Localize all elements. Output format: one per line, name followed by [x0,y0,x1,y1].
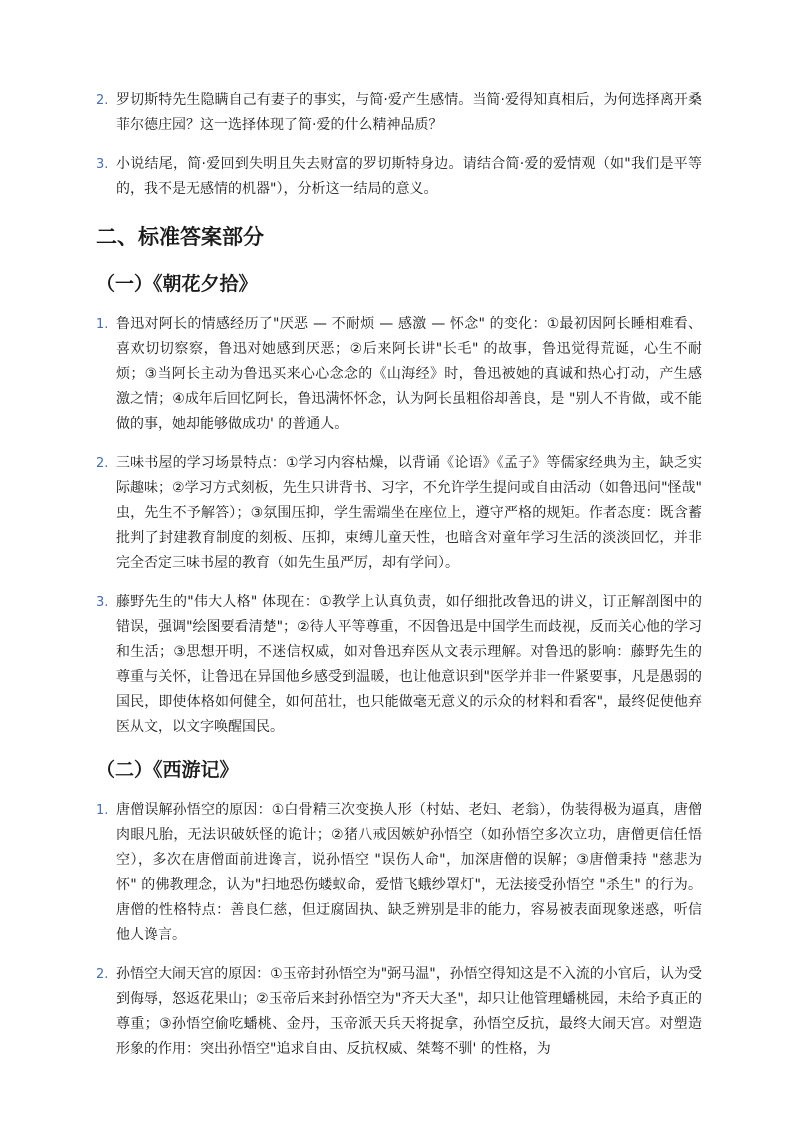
list-item-text: 三味书屋的学习场景特点：①学习内容枯燥，以背诵《论语》《孟子》等儒家经典为主，缺乏实际趣味；②学习方式刻板，先生只讲背书、习字，不允许学生提问或自由活动（如鲁迅问"怪哉" 虫，先生不予解答）；③氛围压抑，学生需端坐在座位上，遵守严格的规矩。作者态度：既含蓄批判了封建教育制度的刻板、压抑，束缚儿童天性，也暗含对童年学习生活的淡淡回忆，并非完全否定三味书屋的教育（如先生虽严厉，却有学问）。 [116,455,702,571]
list-item-text: 孙悟空大闹天宫的原因：①玉帝封孙悟空为"弼马温"，孙悟空得知这是不入流的小官后，认为受到侮辱，怒返花果山；②玉帝后来封孙悟空为"齐天大圣"，却只让他管理蟠桃园，未给予真正的尊重；③孙悟空偷吃蟠桃、金丹，玉帝派天兵天将捉拿，孙悟空反抗，最终大闹天宫。对塑造形象的作用：突出孙悟空"追求自由、反抗权威、桀骜不驯' 的性格，为 [116,966,702,1057]
list-item-number: 2. [96,456,109,471]
document-page [96,88,702,1076]
question-list-top [96,88,702,202]
list-item [96,962,702,1062]
answer-list-part2 [96,798,702,1062]
list-item-text: 小说结尾，简·爱回到失明且失去财富的罗切斯特身边。请结合简·爱的爱情观（如"我们是平等的，我不是无感情的机器"），分析这一结局的意义。 [116,156,702,197]
list-item [96,451,702,576]
list-item [96,312,702,437]
list-item-number: 1. [96,317,109,332]
list-item [96,88,702,138]
list-item-text: 唐僧误解孙悟空的原因：①白骨精三次变换人形（村姑、老妇、老翁），伪装得极为逼真，唐僧肉眼凡胎，无法识破妖怪的诡计；②猪八戒因嫉妒孙悟空（如孙悟空多次立功，唐僧更信任悟空），多次在唐僧面前进谗言，说孙悟空 "误伤人命"，加深唐僧的误解；③唐僧秉持 "慈悲为怀" 的佛教理念，认为"扫地恐伤蝼蚁命，爱惜飞蛾纱罩灯"，无法接受孙悟空 "杀生" 的行为。唐僧的性格特点：善良仁慈，但迂腐固执、缺乏辨别是非的能力，容易被表面现象迷惑，听信他人谗言。 [116,802,702,943]
list-item [96,798,702,948]
section-heading: 二、标准答案部分 [96,225,264,249]
list-item-number: 3. [96,157,109,172]
subsection-heading-part1: （一）《朝花夕拾》 [96,273,258,295]
list-item-text: 鲁迅对阿长的情感经历了"厌恶 — 不耐烦 — 感激 — 怀念" 的变化：①最初因阿长睡相难看、喜欢切切察察，鲁迅对她感到厌恶；②后来阿长讲"长毛" 的故事，鲁迅觉得荒诞，心生不耐烦；③当阿长主动为鲁迅买来心心念念的《山海经》时，鲁迅被她的真诚和热心打动，产生感激之情；④成年后回忆阿长，鲁迅满怀怀念，认为阿长虽粗俗却善良，是 "别人不肯做，或不能做的事，她却能够做成功' 的普通人。 [116,316,702,432]
list-item [96,152,702,202]
answer-list-part1 [96,312,702,740]
list-item-text: 罗切斯特先生隐瞒自己有妻子的事实，与简·爱产生感情。当简·爱得知真相后，为何选择离开桑菲尔德庄园？这一选择体现了简·爱的什么精神品质？ [116,92,702,133]
list-item-number: 2. [96,967,109,982]
list-item-number: 3. [96,595,109,610]
list-item-number: 1. [96,803,109,818]
list-item-number: 2. [96,93,109,108]
list-item [96,590,702,740]
list-item-text: 藤野先生的"伟大人格" 体现在：①教学上认真负责，如仔细批改鲁迅的讲义，订正解剖图中的错误，强调"绘图要看清楚"；②待人平等尊重，不因鲁迅是中国学生而歧视，反而关心他的学习和生活；③思想开明，不迷信权威，如对鲁迅弃医从文表示理解。对鲁迅的影响：藤野先生的尊重与关怀，让鲁迅在异国他乡感受到温暖，也让他意识到"医学并非一件紧要事，凡是愚弱的国民，即使体格如何健全，如何茁壮，也只能做毫无意义的示众的材料和看客"，最终促使他弃医从文，以文字唤醒国民。 [116,594,702,735]
subsection-heading-part2: （二）《西游记》 [96,759,239,781]
